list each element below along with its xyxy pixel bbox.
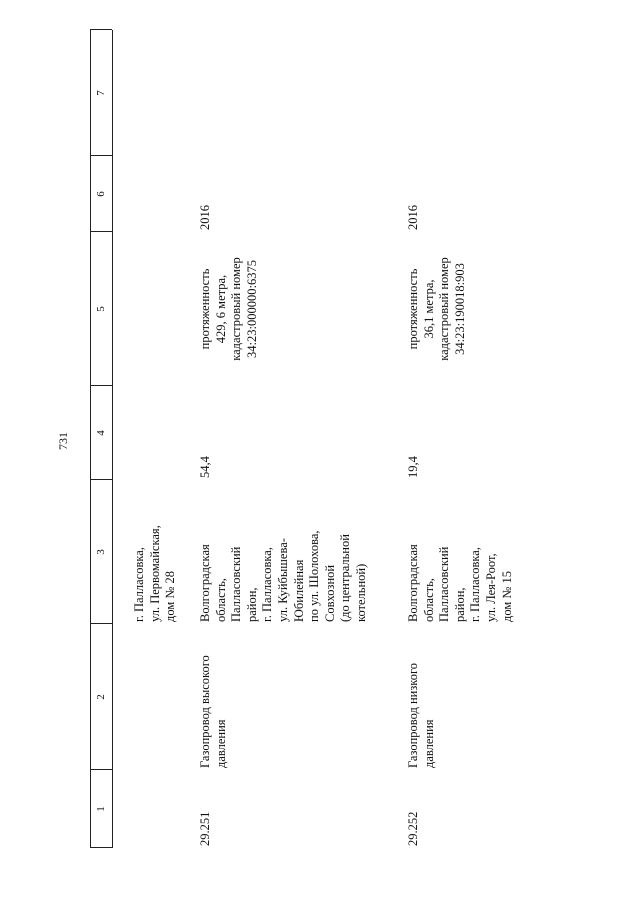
- continued-address: г. Палласовка, ул. Первомайская, дом № 28: [132, 525, 178, 622]
- row-value: 19,4: [406, 456, 420, 478]
- table-header-row: [90, 30, 113, 848]
- row-year: 2016: [198, 205, 212, 230]
- header-col-7: 7: [95, 90, 107, 96]
- row-description: протяженность 429, 6 метра, кадастровый номер 34:23:000000:6375: [198, 257, 259, 361]
- page-number: 731: [56, 432, 70, 450]
- header-col-4: 4: [95, 430, 107, 436]
- row-number: 29.251: [198, 811, 212, 846]
- asset-table: [90, 30, 530, 848]
- row-address: Волгоградская область, Палласовский район, г. Палласовка, ул. Куйбышева- Юбилейная по ул. Шолохова, Совхозной (до центральной котельной): [198, 530, 368, 622]
- header-col-2: 2: [95, 694, 107, 700]
- header-col-3: 3: [95, 549, 107, 555]
- header-col-1: 1: [95, 806, 107, 812]
- row-number: 29.252: [406, 811, 420, 846]
- row-value: 54,4: [198, 456, 212, 478]
- row-description: протяженность 36,1 метра, кадастровый номер 34:23:190018:903: [406, 257, 467, 361]
- table-right-border: [90, 29, 112, 30]
- header-col-6: 6: [95, 191, 107, 197]
- row-address: Волгоградская область, Палласовский район, г. Палласовка, ул. Лея-Роот, дом № 15: [406, 544, 514, 622]
- header-col-5: 5: [95, 306, 107, 312]
- row-year: 2016: [406, 205, 420, 230]
- row-object-name: Газопровод низкого давления: [406, 662, 436, 768]
- row-object-name: Газопровод высокого давления: [198, 655, 228, 768]
